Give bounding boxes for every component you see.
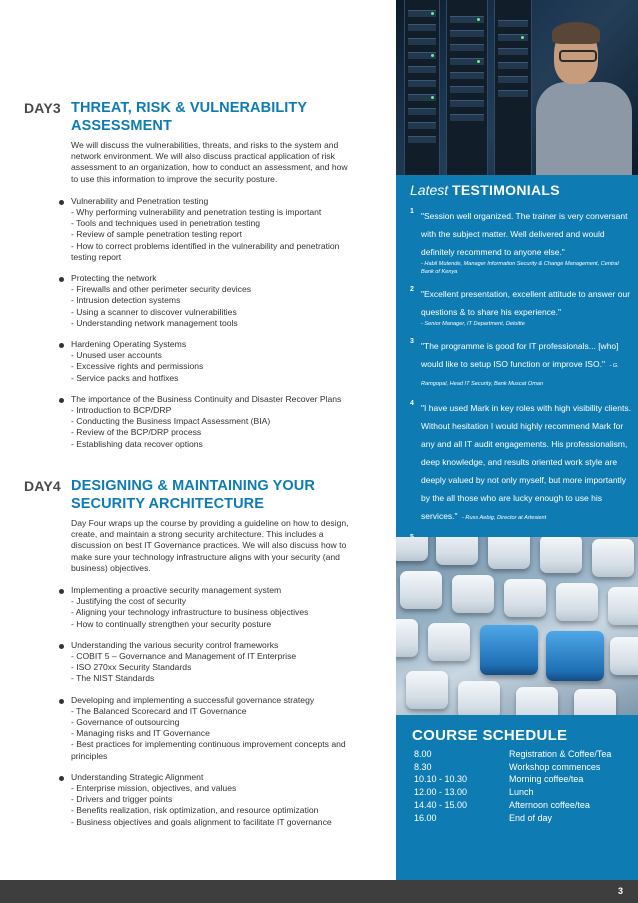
day3-topic (71, 339, 386, 384)
schedule-row (414, 812, 634, 825)
intro-line: assessment to an organization, how to conduct an assessment, and how (71, 162, 348, 173)
intro-line: to use this information to improve the security posture. (71, 173, 278, 184)
schedule-time: 8.00 (414, 749, 432, 759)
schedule-time: 10.10 - 10.30 (414, 774, 468, 785)
topic-line: - Using a scanner to discover vulnerabilities (71, 306, 237, 317)
topic-line: - ISO 270xx Security Standards (71, 662, 192, 673)
schedule-row (414, 748, 634, 761)
testimonial-quote: "Session well organized. The trainer is very conversant with the subject matter. Well delivered and would definitely recommend to anyone else." (421, 211, 628, 257)
schedule-time: 16.00 (414, 812, 437, 823)
testimonial-number: 1 (410, 208, 414, 215)
testimonial (410, 284, 632, 328)
topic-title: Hardening Operating Systems (71, 339, 187, 350)
topic-line: - Best practices for implementing continuous improvement concepts and (71, 739, 346, 750)
testimonial-attribution: - Habil Mutende, Manager Information Security & Change Management, Central Bank of Kenya (421, 261, 619, 275)
bullet-icon (59, 343, 64, 348)
testimonial-quote: "I have used Mark in key roles with high visibility clients. Without hesitation I would highly recommend Mark for any and all IT audit engagements. His professionalism, deep knowledge, and results oriented work style are deeply valued by not only myself, but more importantly by the all those who are lucky enough to use his services." (421, 403, 631, 521)
schedule-time: 14.40 - 15.00 (414, 799, 468, 810)
topic-line: - Enterprise mission, objectives, and values (71, 783, 237, 794)
schedule-item: Registration & Coffee/Tea (509, 749, 612, 759)
topic-line: - Understanding network management tools (71, 317, 238, 328)
day4-topic (71, 640, 386, 685)
topic-line: - Why performing vulnerability and penetration testing is important (71, 207, 322, 218)
bullet-icon (59, 200, 64, 205)
schedule-time: 8.30 (414, 761, 432, 772)
testimonials-panel (396, 175, 638, 537)
keyboard-photo (396, 537, 638, 715)
schedule-time: 12.00 - 13.00 (414, 787, 468, 798)
day3-label: DAY3 (24, 100, 61, 116)
topic-line: - Conducting the Business Impact Assessment (BIA) (71, 416, 271, 427)
testimonial-number: 4 (410, 400, 414, 407)
topic-line: - Unused user accounts (71, 350, 162, 361)
topic-line: - How to continually strengthen your security posture (71, 618, 272, 629)
day4-intro (71, 518, 386, 574)
bullet-icon (59, 589, 64, 594)
testimonial-attribution: - Senior Manager, IT Department, Deloitte (421, 321, 525, 327)
schedule-item: Lunch (509, 787, 534, 798)
day3-topic (71, 196, 386, 263)
day3-title-line1: THREAT, RISK & VULNERABILITY (71, 100, 308, 116)
testimonial (410, 336, 632, 390)
topic-line: - Service packs and hotfixes (71, 372, 179, 383)
sidebar (396, 0, 638, 880)
day4-topic (71, 585, 386, 630)
bullet-icon (59, 699, 64, 704)
day3-topic (71, 394, 386, 450)
bullet-icon (59, 398, 64, 403)
topic-title: Implementing a proactive security management system (71, 585, 282, 596)
day3-heading (24, 99, 386, 135)
topic-line: - Review of sample penetration testing report (71, 229, 243, 240)
testimonials-heading-word: TESTIMONIALS (452, 182, 560, 198)
topic-line: - Firewalls and other perimeter security devices (71, 284, 252, 295)
day4-topic (71, 695, 386, 762)
bullet-icon (59, 776, 64, 781)
course-schedule-panel (396, 715, 638, 880)
server-rack (494, 0, 532, 175)
schedule-row (414, 786, 634, 799)
topic-line: - Managing risks and IT Governance (71, 728, 210, 739)
topic-line: - Business objectives and goals alignment to facilitate IT governance (71, 816, 332, 827)
intro-line: Day Four wraps up the course by providing a guideline on how to design, (71, 518, 349, 528)
testimonials-heading-latest: Latest (410, 182, 449, 198)
day3-title (71, 99, 307, 135)
topic-title: Vulnerability and Penetration testing (71, 195, 209, 206)
day4-title-line2: SECURITY ARCHITECTURE (71, 496, 265, 512)
schedule-title: COURSE SCHEDULE (412, 727, 568, 744)
topic-line: - Justifying the cost of security (71, 596, 187, 607)
bullet-icon (59, 277, 64, 282)
day4-section (24, 477, 386, 828)
topic-line: - Excessive rights and permissions (71, 361, 204, 372)
day4-heading (24, 477, 386, 513)
intro-line: We will discuss the vulnerabilities, threats, and risks to the system and (71, 140, 339, 150)
intro-line: business) objectives. (71, 562, 151, 573)
testimonial-attribution: - G. Ramgopal, Head IT Security, Bank Muscat Oman (421, 363, 619, 387)
server-room-photo (396, 0, 638, 175)
bullet-icon (59, 644, 64, 649)
testimonial-attribution: - Russ Aebig, Director at Artesient (462, 515, 547, 521)
server-rack (446, 0, 488, 175)
topic-line: - Establishing data recover options (71, 438, 203, 449)
schedule-table (414, 748, 634, 824)
topic-title: The importance of the Business Continuity and Disaster Recover Plans (71, 393, 342, 404)
testimonial-quote: "The programme is good for IT professionals... [who] would like to setup ISO function or improve ISO." (421, 341, 619, 369)
day4-label: DAY4 (24, 478, 61, 494)
schedule-row (414, 773, 634, 786)
intro-line: discussion on best IT Governance practices. We will also discuss how to (71, 540, 347, 551)
day3-section (24, 99, 386, 450)
testimonial (410, 206, 632, 276)
topic-line: - Governance of outsourcing (71, 717, 180, 728)
technician-figure (536, 82, 632, 175)
schedule-item: End of day (509, 812, 553, 823)
page-number: 3 (617, 886, 623, 896)
intro-line: make sure your technology infrastructure aligns with your security (and (71, 551, 340, 562)
topic-line: - Aligning your technology infrastructure to business objectives (71, 607, 309, 618)
testimonials-heading (410, 181, 560, 199)
topic-line: principles (71, 750, 108, 761)
lock-key-icon (480, 625, 538, 675)
testimonial (410, 398, 632, 524)
topic-line: - The NIST Standards (71, 673, 155, 684)
testimonial-number: 2 (410, 286, 414, 293)
topic-line: - Drivers and trigger points (71, 794, 173, 805)
day3-intro (71, 140, 386, 185)
schedule-item: Afternoon coffee/tea (509, 799, 590, 810)
testimonial-quote: "Excellent presentation, excellent attitude to answer our questions & to share his experience." (421, 289, 631, 317)
topic-line: - Review of the BCP/DRP process (71, 427, 202, 438)
day3-title-line2: ASSESSMENT (71, 118, 172, 134)
day4-title-line1: DESIGNING & MAINTAINING YOUR (71, 478, 315, 494)
topic-line: - Benefits realization, risk optimization, and resource optimization (71, 805, 319, 816)
topic-line: - Tools and techniques used in penetration testing (71, 218, 261, 229)
topic-title: Understanding Strategic Alignment (71, 771, 204, 782)
topic-line: - How to correct problems identified in the vulnerability and penetration (71, 240, 340, 251)
topic-title: Protecting the network (71, 273, 157, 284)
lock-key-icon (546, 631, 604, 681)
intro-line: create, and maintain a strong security architecture. This includes a (71, 529, 324, 540)
schedule-row (414, 799, 634, 812)
server-rack (404, 0, 440, 175)
schedule-item: Workshop commences (509, 761, 601, 772)
schedule-item: Morning coffee/tea (509, 774, 584, 785)
intro-line: network environment. We will also discuss practical application of risk (71, 151, 335, 162)
topic-title: Understanding the various security control frameworks (71, 639, 279, 650)
page-footer (0, 880, 638, 903)
topic-line: testing report (71, 251, 122, 262)
topic-title: Developing and implementing a successful governance strategy (71, 694, 315, 705)
schedule-row (414, 761, 634, 774)
day4-topic (71, 772, 386, 828)
day3-topic (71, 273, 386, 329)
testimonial-number: 3 (410, 338, 414, 345)
topic-line: - Introduction to BCP/DRP (71, 405, 172, 416)
topic-line: - COBIT 5 – Governance and Management of IT Enterprise (71, 651, 297, 662)
day4-title (71, 477, 315, 513)
topic-line: - Intrusion detection systems (71, 295, 181, 306)
topic-line: - The Balanced Scorecard and IT Governance (71, 705, 247, 716)
